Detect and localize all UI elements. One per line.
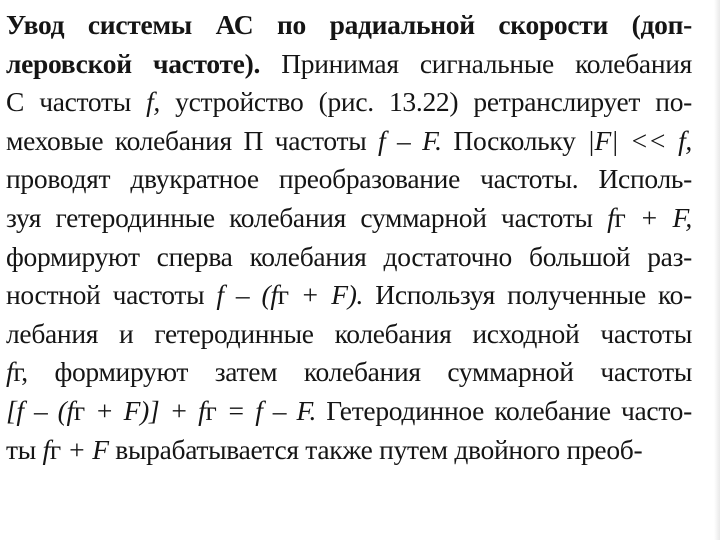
formula-run: f bbox=[6, 356, 14, 388]
text-run: Гетеродинное колебание часто- bbox=[316, 394, 692, 426]
formula-run: + F)] + f bbox=[84, 394, 206, 426]
formula-run: f – F. bbox=[378, 124, 442, 156]
text-line bbox=[6, 276, 692, 315]
text-run: ностной частоты bbox=[6, 279, 217, 311]
text-run: Поскольку bbox=[441, 124, 588, 156]
text-line bbox=[6, 238, 692, 277]
formula-run: f bbox=[607, 201, 615, 233]
text-run: г, формируют затем колебания суммарной частоты bbox=[13, 356, 692, 388]
formula-run: f – (f bbox=[216, 279, 278, 311]
text-run: зуя гетеродинные колебания суммарной частоты bbox=[6, 201, 608, 233]
text-run: меховые колебания П частоты bbox=[6, 124, 379, 156]
formula-run: + F, bbox=[625, 201, 692, 233]
text-run: ты bbox=[6, 433, 43, 465]
text-run: г bbox=[73, 394, 85, 426]
heading-run: леровской частоте). bbox=[6, 47, 261, 79]
text-line bbox=[6, 392, 692, 431]
formula-run: + F). bbox=[288, 279, 364, 311]
formula-run: f bbox=[42, 433, 50, 465]
text-run: Принимая сигнальные колебания bbox=[260, 47, 692, 79]
text-line bbox=[6, 353, 692, 392]
text-line bbox=[6, 6, 692, 45]
text-run: г bbox=[205, 394, 217, 426]
text-run: г bbox=[49, 433, 61, 465]
text-run: вырабатывается также путем двойного преоб- bbox=[108, 433, 643, 465]
text-run: С частоты bbox=[6, 86, 147, 118]
text-line bbox=[6, 160, 692, 199]
text-run: лебания и гетеродинные колебания исходной частоты bbox=[6, 317, 692, 349]
text-line bbox=[6, 199, 692, 238]
text-line bbox=[6, 122, 692, 161]
text-run: устройство (рис. 13.22) ретранслирует по- bbox=[159, 86, 692, 118]
formula-run: + F bbox=[60, 433, 109, 465]
text-run: проводят двукратное преобразование частоты. Исполь- bbox=[6, 163, 692, 195]
formula-run: [f – (f bbox=[6, 394, 74, 426]
formula-run: = f – F. bbox=[216, 394, 317, 426]
text-line bbox=[6, 315, 692, 354]
formula-run: |F| << f, bbox=[587, 124, 692, 156]
text-run: формируют сперва колебания достаточно большой раз- bbox=[6, 240, 692, 272]
text-run: Используя полученные ко- bbox=[363, 279, 692, 311]
text-line bbox=[6, 45, 692, 84]
page-edge bbox=[714, 0, 720, 540]
text-run: г bbox=[614, 201, 626, 233]
text-line bbox=[6, 431, 692, 470]
text-line bbox=[6, 83, 692, 122]
heading-run: Увод системы АС по радиальной скорости (доп- bbox=[6, 9, 692, 40]
paragraph bbox=[6, 6, 692, 469]
text-run: г bbox=[277, 279, 289, 311]
formula-run: f, bbox=[146, 86, 160, 118]
